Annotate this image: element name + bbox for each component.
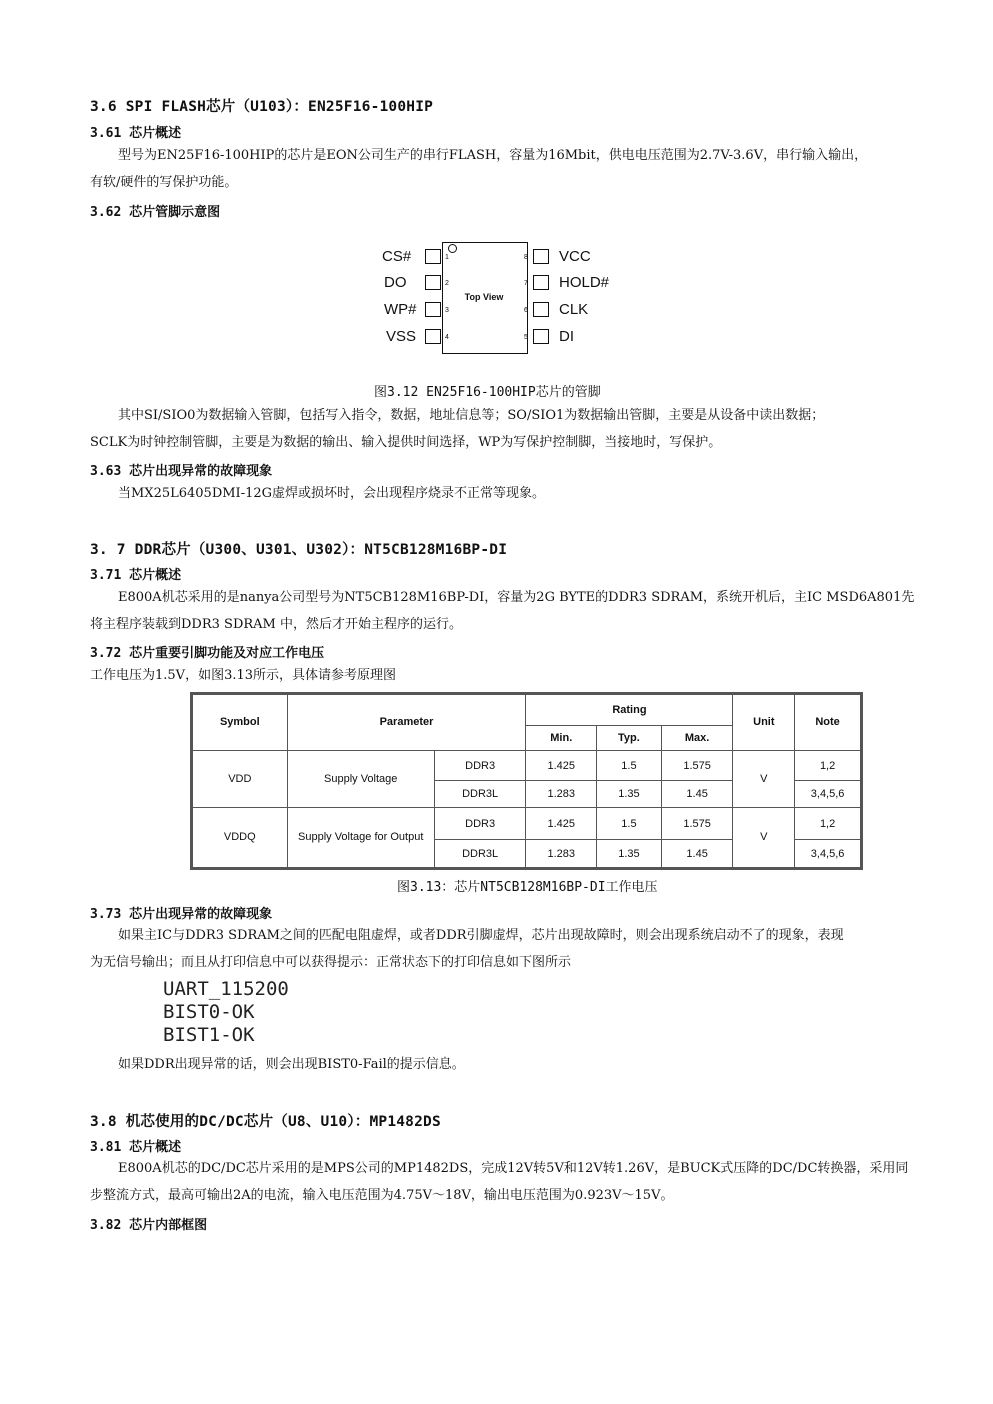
paragraph-line: 型号为EN25F16-100HIP的芯片是EON公司生产的串行FLASH，容量为16Mbit，供电电压范围为2.7V-3.6V，串行输入输出， (118, 148, 868, 163)
cell-note: 1,2 (795, 750, 861, 781)
cell-min: 1.425 (526, 807, 597, 840)
figure-3-13-caption: 图3.13：芯片NT5CB128M16BP-DI工作电压 (397, 880, 658, 895)
pin-number: 7 (524, 280, 528, 287)
section-3-61-heading: 3.61 芯片概述 (90, 126, 182, 141)
section-3-61-paragraph (90, 142, 902, 196)
section-3-7-heading: 3. 7 DDR芯片（U300、U301、U302）：NT5CB128M16BP-DI (90, 542, 508, 558)
header-typ: Typ. (597, 725, 662, 750)
uart-line: UART_115200 (163, 978, 289, 1000)
section-3-81-heading: 3.81 芯片概述 (90, 1140, 182, 1155)
table-row (193, 807, 861, 840)
cell-typ: 1.35 (597, 840, 662, 868)
cell-typ: 1.35 (597, 781, 662, 807)
pin-box (425, 249, 441, 264)
cell-unit: V (733, 807, 795, 867)
cell-type: DDR3L (434, 840, 526, 868)
cell-note: 3,4,5,6 (795, 840, 861, 868)
pin-description-paragraph (90, 402, 902, 456)
paragraph-line: 将主程序装载到DDR3 SDRAM 中，然后才开始主程序的运行。 (90, 617, 462, 632)
cell-max: 1.45 (661, 781, 733, 807)
paragraph-line: 当MX25L6405DMI-12G虚焊或损坏时，会出现程序烧录不正常等现象。 (118, 486, 546, 501)
paragraph-line: 如果DDR出现异常的话，则会出现BIST0-Fail的提示信息。 (118, 1057, 465, 1072)
cell-type: DDR3L (434, 781, 526, 807)
cell-max: 1.575 (661, 807, 733, 840)
uart-log-image (163, 978, 289, 1047)
cell-min: 1.283 (526, 781, 597, 807)
cell-min: 1.425 (526, 750, 597, 781)
pin-number: 5 (524, 334, 528, 341)
pin-label-left: CS# (382, 248, 412, 265)
pin-label-left: WP# (384, 301, 417, 318)
section-3-63-heading: 3.63 芯片出现异常的故障现象 (90, 464, 273, 479)
section-3-6-heading: 3.6 SPI FLASH芯片（U103）：EN25F16-100HIP (90, 99, 434, 115)
cell-typ: 1.5 (597, 807, 662, 840)
pin-label-right: CLK (559, 301, 589, 318)
pin-number: 3 (445, 307, 449, 314)
pin-box (425, 275, 441, 290)
pin-label-right: VCC (559, 248, 591, 265)
section-3-81-paragraph (90, 1155, 909, 1209)
pin-box (533, 249, 549, 264)
pin-label-left: DO (384, 274, 407, 291)
pin-box (425, 302, 441, 317)
section-3-71-paragraph (90, 584, 915, 638)
header-parameter: Parameter (287, 695, 526, 751)
cell-symbol: VDD (193, 750, 288, 807)
paragraph-line: SCLK为时钟控制管脚，主要是为数据的输出、输入提供时间选择，WP为写保护控制脚，当接地时，写保护。 (90, 435, 722, 450)
section-3-8-heading: 3.8 机芯使用的DC/DC芯片（U8、U10）：MP1482DS (90, 1114, 441, 1130)
section-3-73-heading: 3.73 芯片出现异常的故障现象 (90, 907, 273, 922)
pin-box (533, 275, 549, 290)
section-3-62-heading: 3.62 芯片管脚示意图 (90, 205, 221, 220)
header-min: Min. (526, 725, 597, 750)
pin-number: 8 (524, 254, 528, 261)
pin-number: 6 (524, 307, 528, 314)
paragraph-line: 其中SI/SIO0为数据输入管脚，包括写入指令，数据，地址信息等；SO/SIO1为数据输出管脚，主要是从设备中读出数据； (118, 408, 825, 423)
section-3-71-heading: 3.71 芯片概述 (90, 568, 182, 583)
cell-symbol: VDDQ (193, 807, 288, 867)
paragraph-line: E800A机芯采用的是nanya公司型号为NT5CB128M16BP-DI，容量为2G BYTE的DDR3 SDRAM，系统开机后，主IC MSD6A801先 (118, 590, 915, 605)
ddr-fail-paragraph (90, 1051, 902, 1078)
cell-max: 1.575 (661, 750, 733, 781)
pin-number: 2 (445, 280, 449, 287)
pin-label-left: VSS (386, 328, 417, 345)
top-view-label: Top View (464, 292, 504, 302)
pin-number: 4 (445, 334, 449, 341)
cell-type: DDR3 (434, 750, 526, 781)
header-rating: Rating (526, 695, 733, 726)
cell-parameter: Supply Voltage for Output (287, 807, 434, 867)
voltage-spec-table (190, 692, 863, 870)
paragraph-line: 有软/硬件的写保护功能。 (90, 175, 238, 190)
cell-max: 1.45 (661, 840, 733, 868)
table-row (193, 750, 861, 781)
figure-3-12-caption: 图3.12 EN25F16-100HIP芯片的管脚 (374, 385, 601, 400)
cell-min: 1.283 (526, 840, 597, 868)
pin-box (425, 329, 441, 344)
pin-box (533, 302, 549, 317)
pin-number: 1 (445, 254, 449, 261)
pin1-marker (448, 244, 457, 253)
uart-line: BIST1-OK (163, 1024, 255, 1046)
section-3-72-heading: 3.72 芯片重要引脚功能及对应工作电压 (90, 646, 325, 661)
section-3-73-paragraph (90, 922, 902, 976)
section-3-72-paragraph (90, 662, 902, 689)
header-symbol: Symbol (193, 695, 288, 751)
header-unit: Unit (733, 695, 795, 751)
cell-note: 1,2 (795, 807, 861, 840)
uart-line: BIST0-OK (163, 1001, 255, 1023)
header-max: Max. (661, 725, 733, 750)
paragraph-line: 步整流方式，最高可输出2A的电流，输入电压范围为4.75V～18V，输出电压范围为0.923V～15V。 (90, 1188, 674, 1203)
section-3-82-heading: 3.82 芯片内部框图 (90, 1218, 208, 1233)
cell-typ: 1.5 (597, 750, 662, 781)
pin-box (533, 329, 549, 344)
paragraph-line: 为无信号输出；而且从打印信息中可以获得提示：正常状态下的打印信息如下图所示 (90, 955, 572, 970)
pin-label-right: DI (559, 328, 574, 345)
header-note: Note (795, 695, 861, 751)
paragraph-line: 工作电压为1.5V，如图3.13所示，具体请参考原理图 (90, 668, 397, 683)
section-3-63-paragraph (90, 480, 902, 507)
cell-parameter: Supply Voltage (287, 750, 434, 807)
paragraph-line: 如果主IC与DDR3 SDRAM之间的匹配电阻虚焊，或者DDR引脚虚焊，芯片出现故障时，则会出现系统启动不了的现象，表现 (118, 928, 844, 943)
pin-label-right: HOLD# (559, 274, 610, 291)
cell-type: DDR3 (434, 807, 526, 840)
paragraph-line: E800A机芯的DC/DC芯片采用的是MPS公司的MP1482DS，完成12V转5V和12V转1.26V，是BUCK式压降的DC/DC转换器，采用同 (118, 1161, 909, 1176)
cell-unit: V (733, 750, 795, 807)
cell-note: 3,4,5,6 (795, 781, 861, 807)
chip-pinout-diagram (378, 240, 618, 360)
